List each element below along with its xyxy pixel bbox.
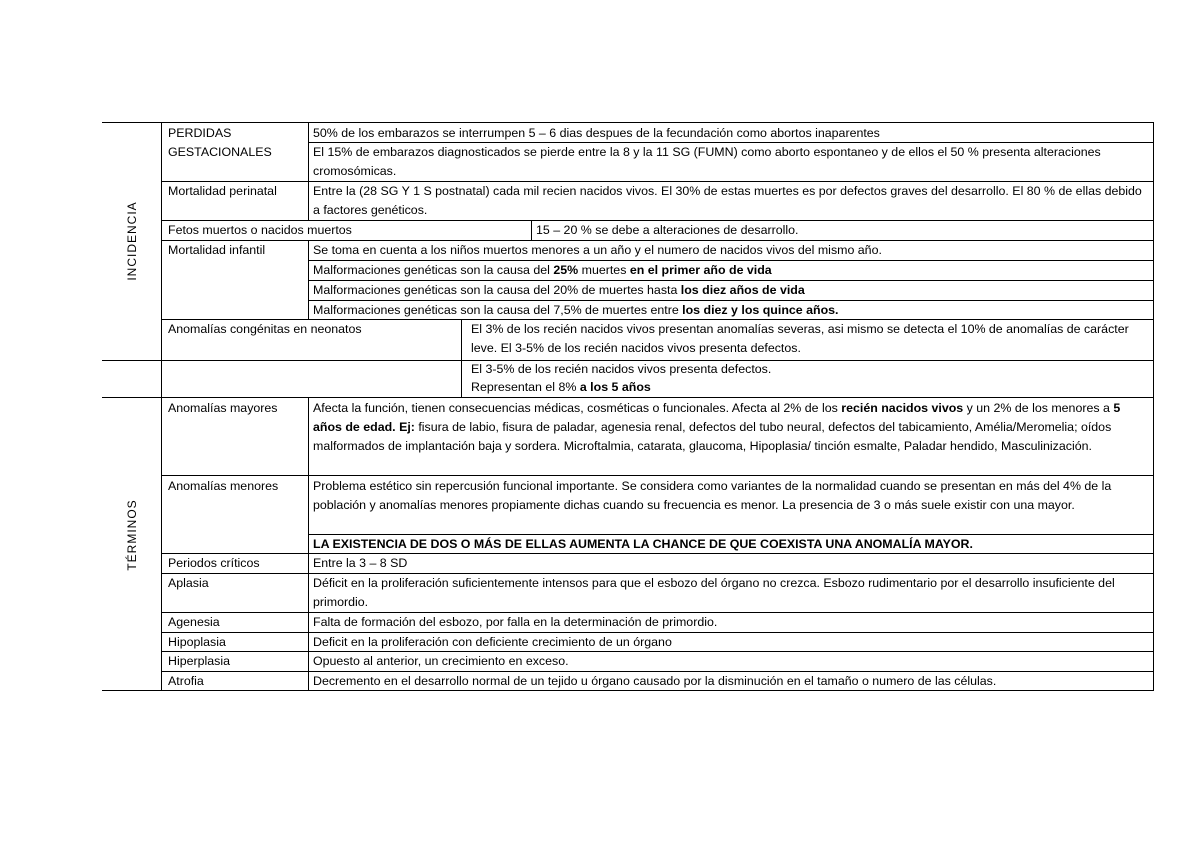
mayores-value: Afecta la función, tienen consecuencias médicas, cosméticas o funcionales. Afecta al 2% de los recién nacidos vivos y un 2% de los menores a 5 años de edad. Ej: fisura de labio, fisura de paladar, agenesia renal, defectos del tubo neural, defectos del tabicamiento, Amélia/Meromelia; oídos malformados de implantación baja y sordera. Microftalmia, catarata, glaucoma, Hipoplasia/ tinción esmalte, Paladar hendido, Masculinización. [313,401,1121,453]
perinatal-value: Entre la (28 SG Y 1 S postnatal) cada mil recien nacidos vivos. El 30% de estas muertes es por defectos graves del desarrollo. El 80 % de ellas debido a factores genéticos. [313,184,1142,217]
infantil-row-3: Malformaciones genéticas son la causa del 20% de muertes hasta los diez años de vida [313,283,805,297]
aplasia-label: Aplasia [168,576,209,590]
perdidas-label: PERDIDAS GESTACIONALES [168,126,272,159]
menores-label: Anomalías menores [168,479,279,493]
hiperplasia-label: Hiperplasia [168,654,230,668]
fetos-label: Fetos muertos o nacidos muertos [168,223,352,237]
hiperplasia-value: Opuesto al anterior, un crecimiento en exceso. [313,654,569,668]
atrofia-label: Atrofia [168,674,204,688]
extra-row-1: El 3-5% de los recién nacidos vivos presenta defectos. [471,362,772,376]
fetos-value: 15 – 20 % se debe a alteraciones de desarrollo. [536,223,799,237]
extra-row-2: Representan el 8% a los 5 años [471,380,651,394]
section-incidencia: INCIDENCIA [125,201,139,281]
perdidas-row-1: 50% de los embarazos se interrumpen 5 – 6 dias despues de la fecundación como abortos inaparentes [313,126,880,140]
agenesia-label: Agenesia [168,615,220,629]
hipoplasia-value: Deficit en la proliferación con deficiente crecimiento de un órgano [313,635,672,649]
criticos-value: Entre la 3 – 8 SD [313,556,408,570]
mayores-label: Anomalías mayores [168,401,278,415]
aplasia-value: Déficit en la proliferación suficientemente intensos para que el esbozo del órgano no crezca. Esbozo rudimentario por el desarrollo insuficiente del primordio. [313,576,1115,609]
infantil-label: Mortalidad infantil [168,243,266,257]
hipoplasia-label: Hipoplasia [168,635,226,649]
perdidas-row-2: El 15% de embarazos diagnosticados se pierde entre la 8 y la 11 SG (FUMN) como aborto espontaneo y de ellos el 50 % presenta alteraciones cromosómicas. [313,145,1101,178]
section-terminos: TÉRMINOS [125,499,139,571]
infantil-row-2: Malformaciones genéticas son la causa del 25% muertes en el primer año de vida [313,263,772,277]
criticos-label: Periodos críticos [168,556,260,570]
menores-value: Problema estético sin repercusión funcional importante. Se considera como variantes de la normalidad cuando se presentan en más del 4% de la población y anomalías menores propiamente dichas cuando su frecuencia es menor. La presencia de 3 o más suele existir con una mayor. [313,479,1112,512]
congenitas-value: El 3% de los recién nacidos vivos presentan anomalías severas, asi mismo se detecta el 10% de anomalías de carácter leve. El 3-5% de los recién nacidos vivos presenta defectos. [471,322,1129,355]
menores-alert: LA EXISTENCIA DE DOS O MÁS DE ELLAS AUMENTA LA CHANCE DE QUE COEXISTA UNA ANOMALÍA MAYOR. [313,537,973,551]
atrofia-value: Decremento en el desarrollo normal de un tejido u órgano causado por la disminución en el tamaño o numero de las células. [313,674,997,688]
agenesia-value: Falta de formación del esbozo, por falla en la determinación de primordio. [313,615,718,629]
congenitas-label: Anomalías congénitas en neonatos [168,322,362,336]
infantil-row-4: Malformaciones genéticas son la causa del 7,5% de muertes entre los diez y los quince años. [313,303,839,317]
perinatal-label: Mortalidad perinatal [168,184,277,198]
infantil-row-1: Se toma en cuenta a los niños muertos menores a un año y el numero de nacidos vivos del mismo año. [313,243,882,257]
